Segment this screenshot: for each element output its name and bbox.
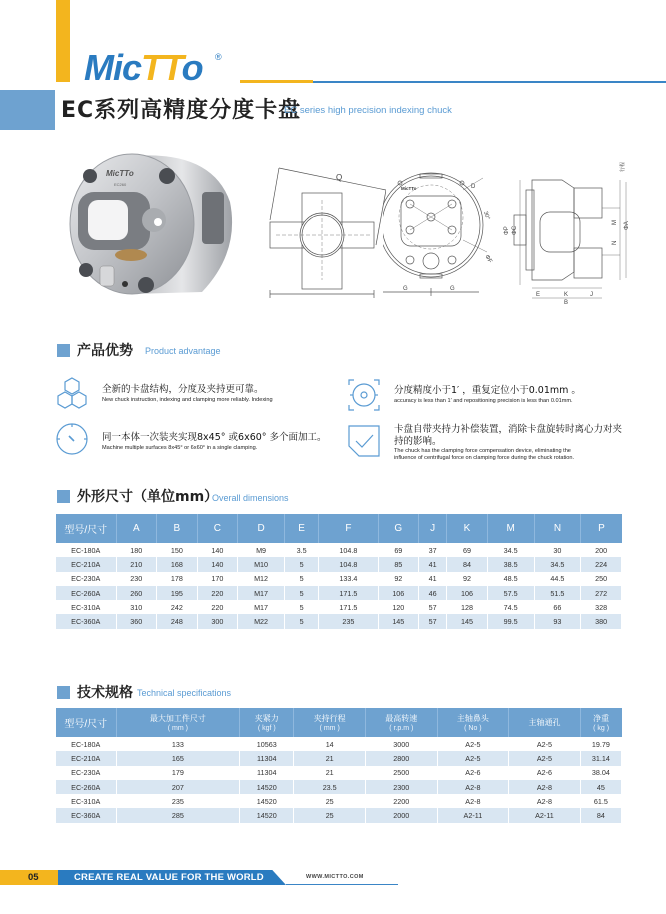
cell: 44.5 bbox=[534, 572, 581, 586]
cell: A2-5 bbox=[509, 751, 581, 765]
cell: 84 bbox=[580, 808, 621, 822]
cell: A2-8 bbox=[509, 794, 581, 808]
cell: M9 bbox=[238, 543, 285, 557]
col-header-g: G bbox=[378, 514, 419, 543]
dim-label-p: ΦP bbox=[504, 226, 510, 235]
cell: 145 bbox=[447, 614, 488, 628]
cell: EC-260A bbox=[56, 586, 116, 600]
col-header-unit: ( mm ) bbox=[319, 725, 340, 732]
cell: 38.04 bbox=[580, 766, 621, 780]
dim-label-f: ΦF bbox=[483, 254, 493, 265]
cell: 242 bbox=[157, 600, 198, 614]
shield-check-icon bbox=[347, 424, 381, 458]
page-title: EC系列高精度分度卡盘 bbox=[61, 98, 302, 123]
cell: 14520 bbox=[240, 808, 294, 822]
cell: M10 bbox=[238, 557, 285, 571]
dim-label-d: D bbox=[471, 184, 476, 190]
cell: 19.79 bbox=[580, 737, 621, 751]
cell: 150 bbox=[157, 543, 198, 557]
cell: A2-6 bbox=[509, 766, 581, 780]
drawing-brand-label: MicTTo bbox=[401, 186, 417, 191]
cell: EC-310A bbox=[56, 600, 116, 614]
cell: 220 bbox=[197, 600, 238, 614]
cell: 51.5 bbox=[534, 586, 581, 600]
cell: EC-180A bbox=[56, 737, 116, 751]
cell: A2-11 bbox=[509, 808, 581, 822]
advantages-subtitle: Product advantage bbox=[145, 346, 221, 356]
col-header-max-size bbox=[116, 708, 240, 737]
cell: 14 bbox=[294, 737, 366, 751]
cell: 140 bbox=[197, 543, 238, 557]
col-header-unit: ( No ) bbox=[464, 725, 482, 732]
title-color-block bbox=[0, 90, 55, 130]
drawing-side-view bbox=[502, 160, 632, 305]
cell: EC-180A bbox=[56, 543, 116, 557]
col-header-f: F bbox=[319, 514, 378, 543]
cell: 145 bbox=[378, 614, 419, 628]
cell: 11304 bbox=[240, 751, 294, 765]
cell: EC-310A bbox=[56, 794, 116, 808]
table-row bbox=[56, 751, 622, 765]
table-row bbox=[56, 557, 622, 571]
footer-rule bbox=[286, 884, 398, 885]
col-header-main: 主轴鼻头 bbox=[456, 714, 489, 723]
cell: 31.14 bbox=[580, 751, 621, 765]
dim-label-j: J bbox=[590, 292, 593, 298]
col-header-e: E bbox=[284, 514, 318, 543]
col-header-main: 主轴通孔 bbox=[528, 718, 561, 727]
target-precision-icon bbox=[347, 378, 381, 412]
cell: 272 bbox=[581, 586, 622, 600]
section-marker bbox=[57, 686, 70, 699]
advantage-1-en: New chuck instruction, indexing and clamping more reliably. Indexing bbox=[102, 397, 273, 403]
advantage-3-cn: 分度精度小于1′ ，重复定位小于0.01mm 。 bbox=[394, 385, 581, 396]
cell: 224 bbox=[581, 557, 622, 571]
cell: 25 bbox=[294, 808, 366, 822]
cell: 69 bbox=[378, 543, 419, 557]
cell: 260 bbox=[116, 586, 157, 600]
cell: 170 bbox=[197, 572, 238, 586]
cell: 328 bbox=[581, 600, 622, 614]
table-row bbox=[56, 600, 622, 614]
cell: 3.5 bbox=[284, 543, 318, 557]
col-header-stroke bbox=[294, 708, 366, 737]
cell: 34.5 bbox=[534, 557, 581, 571]
hexagon-cluster-icon bbox=[55, 376, 89, 410]
cell: EC-210A bbox=[56, 751, 116, 765]
col-header-p: P bbox=[581, 514, 622, 543]
cell: 250 bbox=[581, 572, 622, 586]
col-header-weight bbox=[580, 708, 621, 737]
col-header-k: K bbox=[447, 514, 488, 543]
cell: 38.5 bbox=[487, 557, 534, 571]
col-header-j: J bbox=[419, 514, 447, 543]
cell: 5 bbox=[284, 557, 318, 571]
page-number: 05 bbox=[28, 872, 39, 883]
advantage-4-cn-line2: 持的影响。 bbox=[394, 436, 442, 447]
cell: 310 bbox=[116, 600, 157, 614]
cell: 30 bbox=[534, 543, 581, 557]
cell: 66 bbox=[534, 600, 581, 614]
cell: A2-8 bbox=[509, 780, 581, 794]
col-header-max-speed bbox=[365, 708, 437, 737]
header-rule-blue bbox=[313, 81, 666, 83]
col-header-unit: ( kg ) bbox=[593, 725, 610, 732]
cell: 92 bbox=[378, 572, 419, 586]
dim-label-q: Q bbox=[336, 173, 343, 182]
col-header-c: C bbox=[197, 514, 238, 543]
cell: EC-230A bbox=[56, 766, 116, 780]
cell: 248 bbox=[157, 614, 198, 628]
dimensions-title: 外形尺寸（单位mm） bbox=[77, 489, 219, 505]
cell: 300 bbox=[197, 614, 238, 628]
page-subtitle: EC series high precision indexing chuck bbox=[284, 105, 452, 116]
advantage-4-cn-line1: 卡盘自带夹持力补偿装置，消除卡盘旋转时离心力对夹 bbox=[394, 424, 623, 435]
col-header-main: 型号/尺寸 bbox=[64, 719, 108, 730]
cell: 195 bbox=[157, 586, 198, 600]
cell: 10563 bbox=[240, 737, 294, 751]
cell: EC-210A bbox=[56, 557, 116, 571]
cell: 45 bbox=[580, 780, 621, 794]
drawing-front-view bbox=[266, 160, 386, 305]
specs-title: 技术规格 bbox=[77, 685, 133, 701]
cell: M12 bbox=[238, 572, 285, 586]
cell: M22 bbox=[238, 614, 285, 628]
cell: 2800 bbox=[365, 751, 437, 765]
cell: 210 bbox=[116, 557, 157, 571]
logo-tail-text: o bbox=[181, 47, 203, 88]
cell: 61.5 bbox=[580, 794, 621, 808]
cell: EC-260A bbox=[56, 780, 116, 794]
cell: 2200 bbox=[365, 794, 437, 808]
advantage-1-cn: 全新的卡盘结构，分度及夹持更可靠。 bbox=[102, 384, 264, 395]
dim-label-g-right: G bbox=[450, 286, 455, 292]
cell: A2-5 bbox=[437, 751, 509, 765]
cell: 11304 bbox=[240, 766, 294, 780]
cell: M17 bbox=[238, 586, 285, 600]
cell: 2500 bbox=[365, 766, 437, 780]
table-row bbox=[56, 572, 622, 586]
cell: A2-8 bbox=[437, 780, 509, 794]
cell: 235 bbox=[319, 614, 378, 628]
cell: 37 bbox=[419, 543, 447, 557]
cell: 165 bbox=[116, 751, 240, 765]
table-row bbox=[56, 780, 622, 794]
cell: A2-6 bbox=[437, 766, 509, 780]
cell: 5 bbox=[284, 572, 318, 586]
col-header-main: 夹持行程 bbox=[313, 714, 346, 723]
cell: 200 bbox=[581, 543, 622, 557]
footer-slogan: CREATE REAL VALUE FOR THE WORLD bbox=[74, 872, 264, 883]
cell: 133.4 bbox=[319, 572, 378, 586]
table-row bbox=[56, 614, 622, 628]
cell: 178 bbox=[157, 572, 198, 586]
table-row bbox=[56, 543, 622, 557]
col-header-b: B bbox=[157, 514, 198, 543]
cell: 380 bbox=[581, 614, 622, 628]
dimensions-subtitle: Overall dimensions bbox=[212, 493, 289, 503]
cell: 85 bbox=[378, 557, 419, 571]
cell: 207 bbox=[116, 780, 240, 794]
advantage-4-en-line1: The chuck has the clamping force compensation device, eliminating the bbox=[394, 448, 571, 454]
section-marker bbox=[57, 490, 70, 503]
advantage-2-cn: 同一本体一次装夹实现8x45° 或6x60° 多个面加工。 bbox=[102, 432, 327, 443]
cell: 41 bbox=[419, 557, 447, 571]
cell: 140 bbox=[197, 557, 238, 571]
cell: 230 bbox=[116, 572, 157, 586]
cell: 57 bbox=[419, 614, 447, 628]
specs-table bbox=[56, 708, 622, 823]
cell: 120 bbox=[378, 600, 419, 614]
cell: 23.5 bbox=[294, 780, 366, 794]
cell: 69 bbox=[447, 543, 488, 557]
cell: 180 bbox=[116, 543, 157, 557]
dim-label-c: ΦC bbox=[512, 225, 518, 235]
col-header-main: 夹紧力 bbox=[254, 714, 279, 723]
table-row bbox=[56, 766, 622, 780]
table-row bbox=[56, 586, 622, 600]
cell: 14520 bbox=[240, 794, 294, 808]
cell: 106 bbox=[447, 586, 488, 600]
cell: 104.8 bbox=[319, 557, 378, 571]
drawing-face-view bbox=[383, 160, 503, 305]
logo-accent-text: TT bbox=[141, 47, 182, 88]
cell: 5 bbox=[284, 586, 318, 600]
dim-label-b: B bbox=[564, 300, 569, 305]
cell: 106 bbox=[378, 586, 419, 600]
cell: 171.5 bbox=[319, 586, 378, 600]
cell: 168 bbox=[157, 557, 198, 571]
cell: 179 bbox=[116, 766, 240, 780]
photo-model-engraving: EC260 bbox=[114, 182, 127, 187]
advantage-4-en-line2: influence of centrifugal force on clamping force during the chuck rotation. bbox=[394, 455, 575, 461]
cell: 92 bbox=[447, 572, 488, 586]
cell: A2-11 bbox=[437, 808, 509, 822]
table-row bbox=[56, 794, 622, 808]
col-header-d: D bbox=[238, 514, 285, 543]
cell: EC-360A bbox=[56, 614, 116, 628]
cell: M17 bbox=[238, 600, 285, 614]
header-rule-yellow bbox=[240, 80, 313, 83]
col-header-a: A bbox=[116, 514, 157, 543]
table-row bbox=[56, 808, 622, 822]
cell: 5 bbox=[284, 614, 318, 628]
cell: 285 bbox=[116, 808, 240, 822]
cell: 14520 bbox=[240, 780, 294, 794]
col-header-spindle-bore bbox=[509, 708, 581, 737]
dim-label-angle: 30° bbox=[482, 210, 491, 221]
gauge-dial-icon bbox=[55, 422, 89, 456]
logo-text: Mic bbox=[84, 47, 142, 88]
cell: 3000 bbox=[365, 737, 437, 751]
cell: 34.5 bbox=[487, 543, 534, 557]
col-header-n: N bbox=[534, 514, 581, 543]
cell: EC-230A bbox=[56, 572, 116, 586]
cell: 104.8 bbox=[319, 543, 378, 557]
cell: 128 bbox=[447, 600, 488, 614]
cell: 57.5 bbox=[487, 586, 534, 600]
cell: EC-360A bbox=[56, 808, 116, 822]
dim-label-a: ΦA bbox=[624, 221, 630, 230]
col-header-unit: ( mm ) bbox=[167, 725, 188, 732]
col-header-main: 最高转速 bbox=[385, 714, 418, 723]
cell: 57 bbox=[419, 600, 447, 614]
dim-label-m: M bbox=[612, 220, 618, 225]
cell: 2300 bbox=[365, 780, 437, 794]
cell: 21 bbox=[294, 766, 366, 780]
dim-label-n: N bbox=[612, 240, 618, 245]
cell: 2000 bbox=[365, 808, 437, 822]
col-header-m: M bbox=[487, 514, 534, 543]
cell: 74.5 bbox=[487, 600, 534, 614]
advantages-title: 产品优势 bbox=[77, 343, 133, 359]
dim-label-g-left: G bbox=[403, 286, 408, 292]
cell: 46 bbox=[419, 586, 447, 600]
dimensions-table bbox=[56, 514, 622, 629]
cell: 171.5 bbox=[319, 600, 378, 614]
cell: 220 bbox=[197, 586, 238, 600]
cell: A2-8 bbox=[437, 794, 509, 808]
specs-subtitle: Technical specifications bbox=[137, 688, 232, 698]
dim-label-e: E bbox=[536, 292, 541, 298]
cell: 25 bbox=[294, 794, 366, 808]
col-header-model: 型号/尺寸 bbox=[56, 514, 116, 543]
dim-label-k: K bbox=[564, 292, 569, 298]
advantage-2-en: Machine multiple surfaces 8x45° or 6x60° in a single clamping. bbox=[102, 445, 258, 451]
advantage-3-en: accuracy is less than 1′ and repositioning precision is less than 0.01mm. bbox=[394, 398, 573, 404]
cell: A2-5 bbox=[437, 737, 509, 751]
cell: 235 bbox=[116, 794, 240, 808]
cell: 48.5 bbox=[487, 572, 534, 586]
footer-website: WWW.MICTTO.COM bbox=[306, 874, 364, 880]
photo-brand-engraving: MicTTo bbox=[106, 169, 134, 178]
col-header-clamping-force bbox=[240, 708, 294, 737]
brand-logo bbox=[84, 47, 203, 88]
dim-label-stroke: 行程 bbox=[620, 161, 626, 172]
product-photo bbox=[62, 142, 247, 302]
header-accent-bar bbox=[56, 0, 70, 82]
cell: 99.5 bbox=[487, 614, 534, 628]
cell: 41 bbox=[419, 572, 447, 586]
cell: 84 bbox=[447, 557, 488, 571]
registered-mark: ® bbox=[215, 52, 222, 62]
col-header-main: 最大加工件尺寸 bbox=[149, 714, 206, 723]
col-header-spindle-nose bbox=[437, 708, 509, 737]
cell: 21 bbox=[294, 751, 366, 765]
section-marker bbox=[57, 344, 70, 357]
table-row bbox=[56, 737, 622, 751]
col-header-main: 净重 bbox=[593, 714, 610, 723]
col-header-unit: ( r.p.m ) bbox=[389, 725, 414, 732]
cell: 93 bbox=[534, 614, 581, 628]
cell: A2-5 bbox=[509, 737, 581, 751]
cell: 5 bbox=[284, 600, 318, 614]
cell: 133 bbox=[116, 737, 240, 751]
cell: 360 bbox=[116, 614, 157, 628]
col-header-unit: ( kgf ) bbox=[257, 725, 276, 732]
col-header-model bbox=[56, 708, 116, 737]
